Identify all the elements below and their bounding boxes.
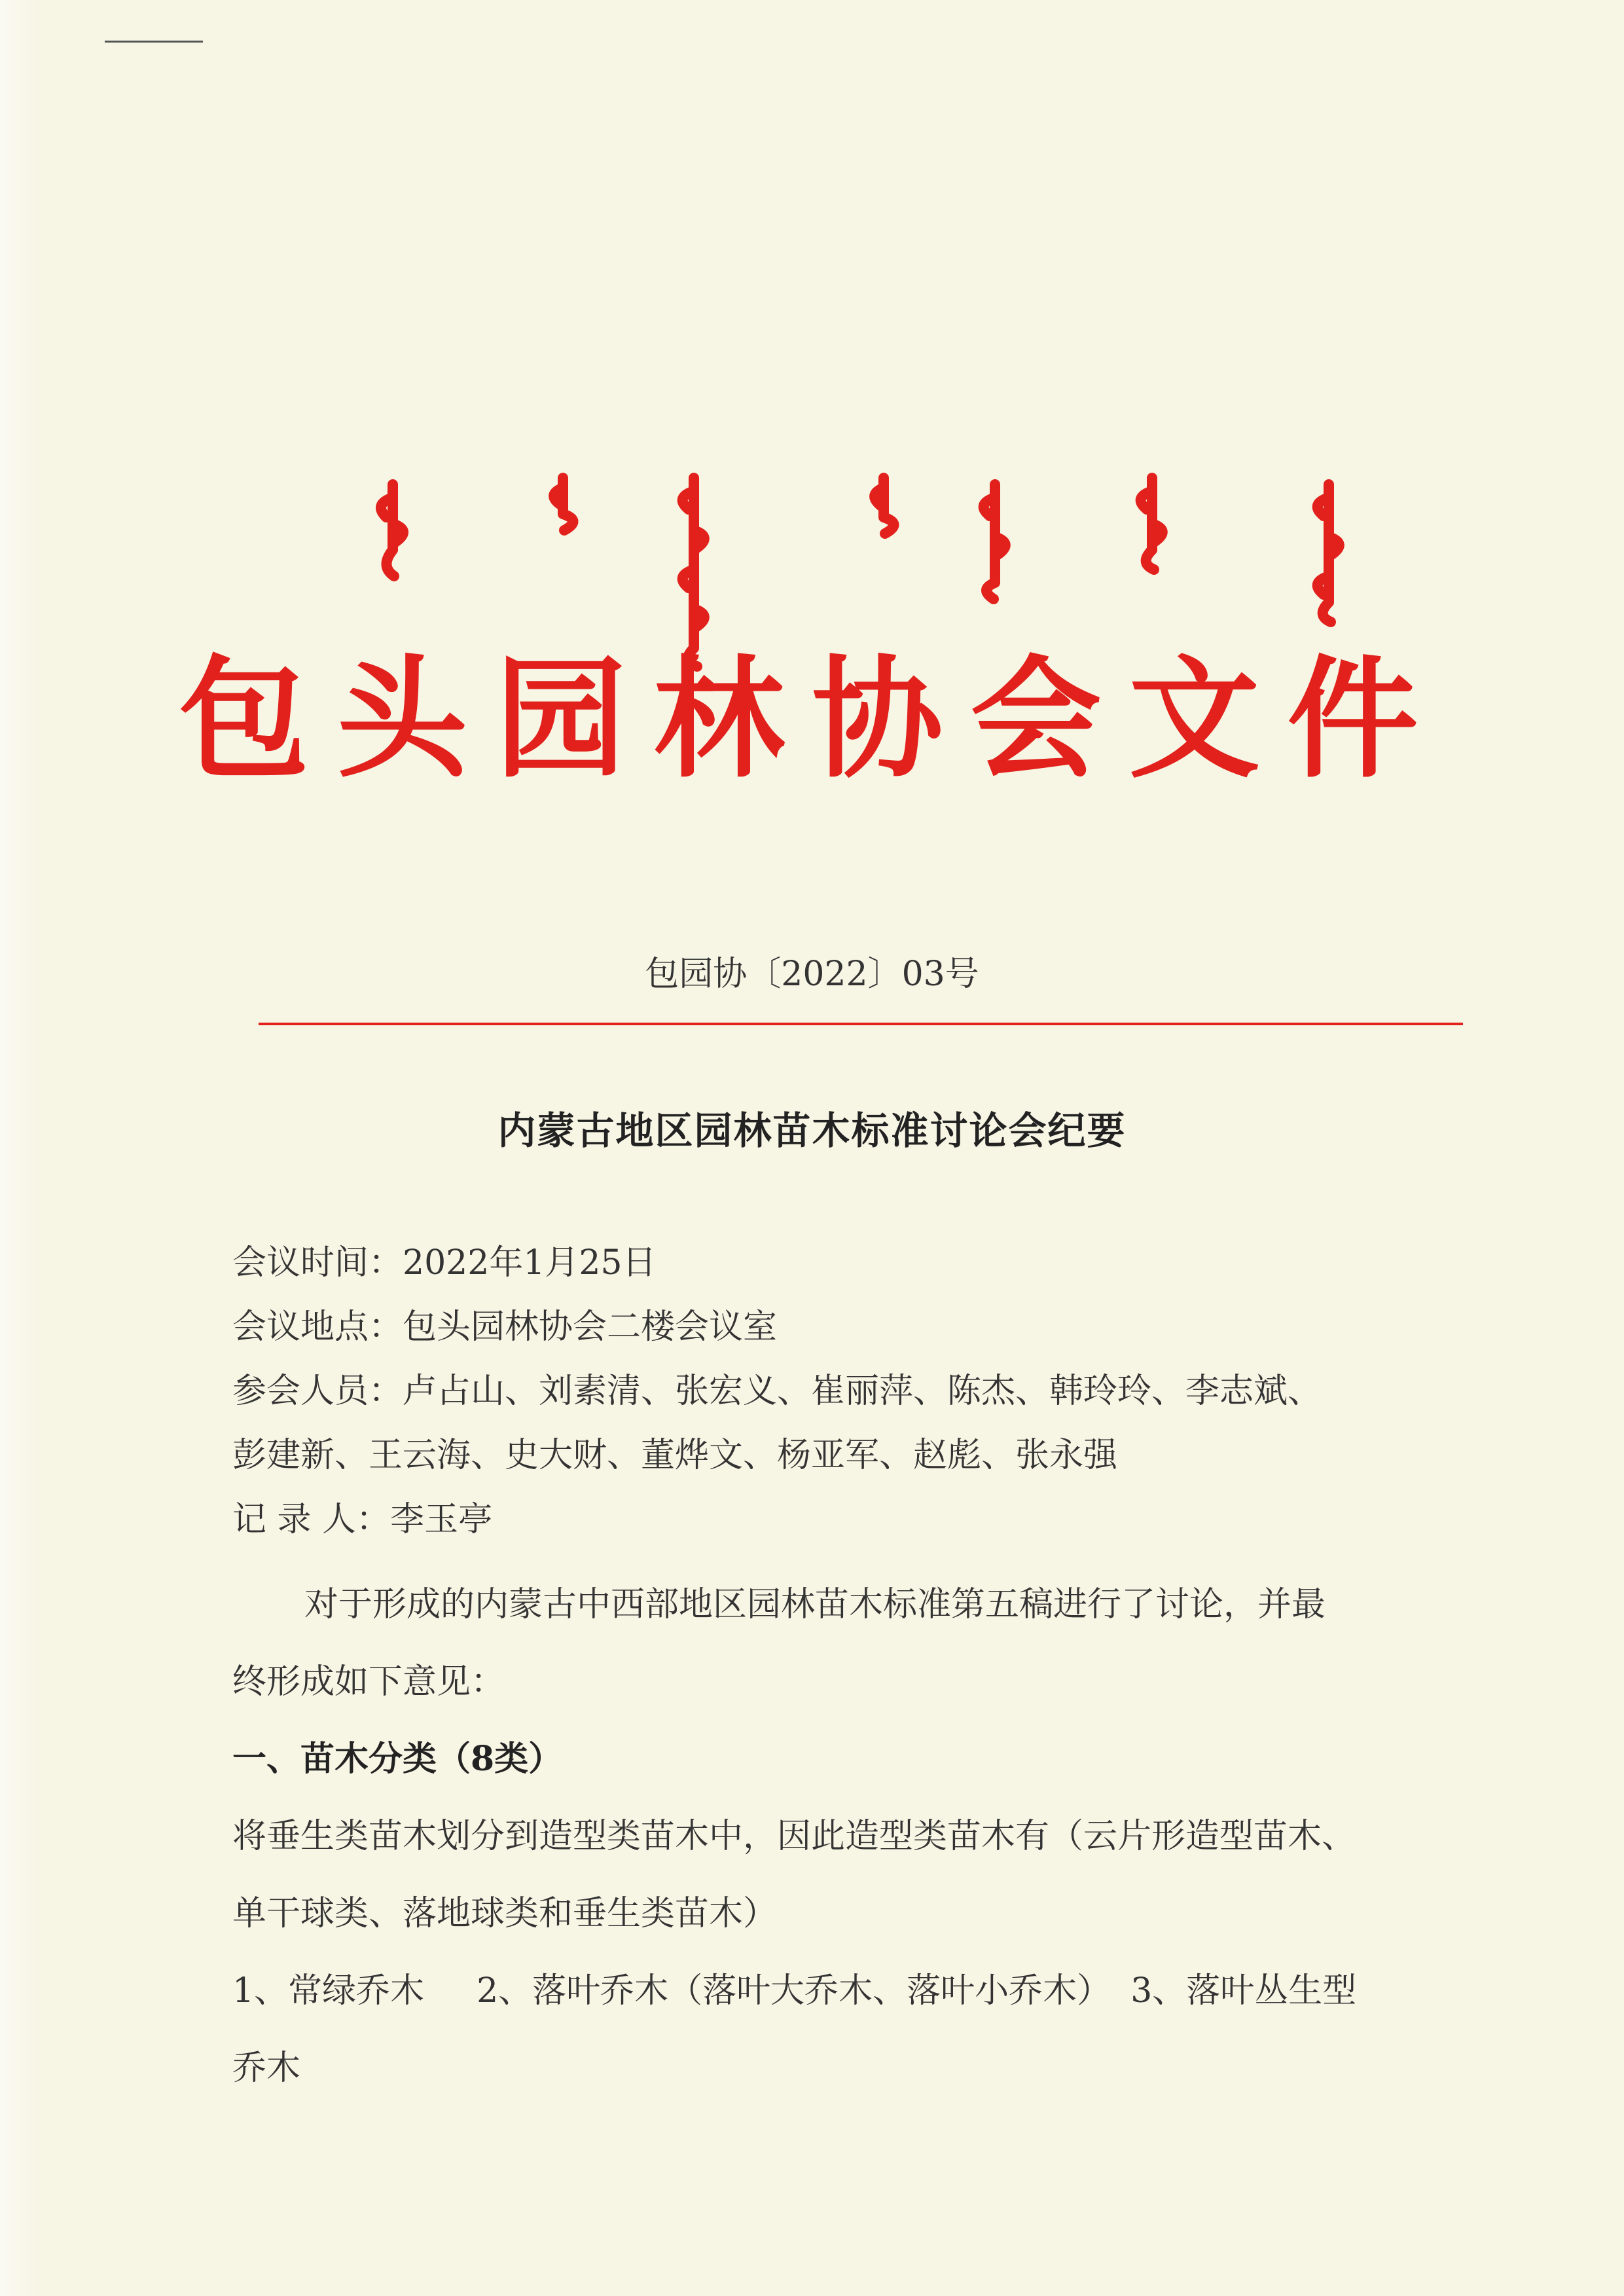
attendees-label: 参会人员： (232, 1372, 403, 1411)
list-item-2: 2、落叶乔木（落叶大乔木、落叶小乔木） (477, 1971, 1111, 2011)
document-title: 包头园林协会文件 (178, 644, 1446, 796)
document-number: 包园协〔2022〕03号 (645, 955, 979, 994)
recorder-value: 李玉亭 (390, 1500, 493, 1539)
meeting-place-value: 包头园林协会二楼会议室 (403, 1307, 778, 1347)
document-body (232, 1231, 1476, 2107)
category-list-line1 (232, 1952, 1476, 2030)
list-item-3: 3、落叶丛生型 (1130, 1971, 1357, 2011)
section1-title: 一、苗木分类（8类） (232, 1739, 563, 1779)
meeting-time-label: 会议时间： (232, 1243, 403, 1283)
category-list-line2: 乔木 (232, 2049, 301, 2088)
attendees-row-continued (232, 1423, 1476, 1487)
intro-paragraph-line1: 对于形成的内蒙古中西部地区园林苗木标准第五稿进行了讨论，并最 (304, 1585, 1326, 1624)
meeting-time-value: 2022年1月25日 (403, 1243, 657, 1283)
meeting-place-row (232, 1295, 1476, 1359)
section1-paragraph-line2: 单干球类、落地球类和垂生类苗木） (232, 1894, 778, 1933)
recorder-row (232, 1487, 1476, 1552)
recorder-label: 记 录 人： (232, 1500, 391, 1539)
meeting-heading: 内蒙古地区园林苗木标准讨论会纪要 (497, 1108, 1127, 1153)
attendees-line1: 卢占山、刘素清、张宏义、崔丽萍、陈杰、韩玲玲、李志斌、 (403, 1372, 1322, 1411)
attendees-row (232, 1359, 1476, 1423)
section1-paragraph-line1: 将垂生类苗木划分到造型类苗木中，因此造型类苗木有（云片形造型苗木、 (232, 1817, 1356, 1856)
meeting-time-row (232, 1231, 1476, 1295)
attendees-line2: 彭建新、王云海、史大财、董烨文、杨亚军、赵彪、张永强 (232, 1436, 1118, 1475)
list-item-1: 1、常绿乔木 (232, 1971, 425, 2011)
mongolian-script-header-icon (367, 458, 1375, 674)
corner-mark (105, 41, 203, 43)
meeting-place-label: 会议地点： (232, 1307, 403, 1347)
intro-paragraph-line2: 终形成如下意见： (232, 1662, 505, 1702)
red-divider-line (259, 1023, 1463, 1025)
